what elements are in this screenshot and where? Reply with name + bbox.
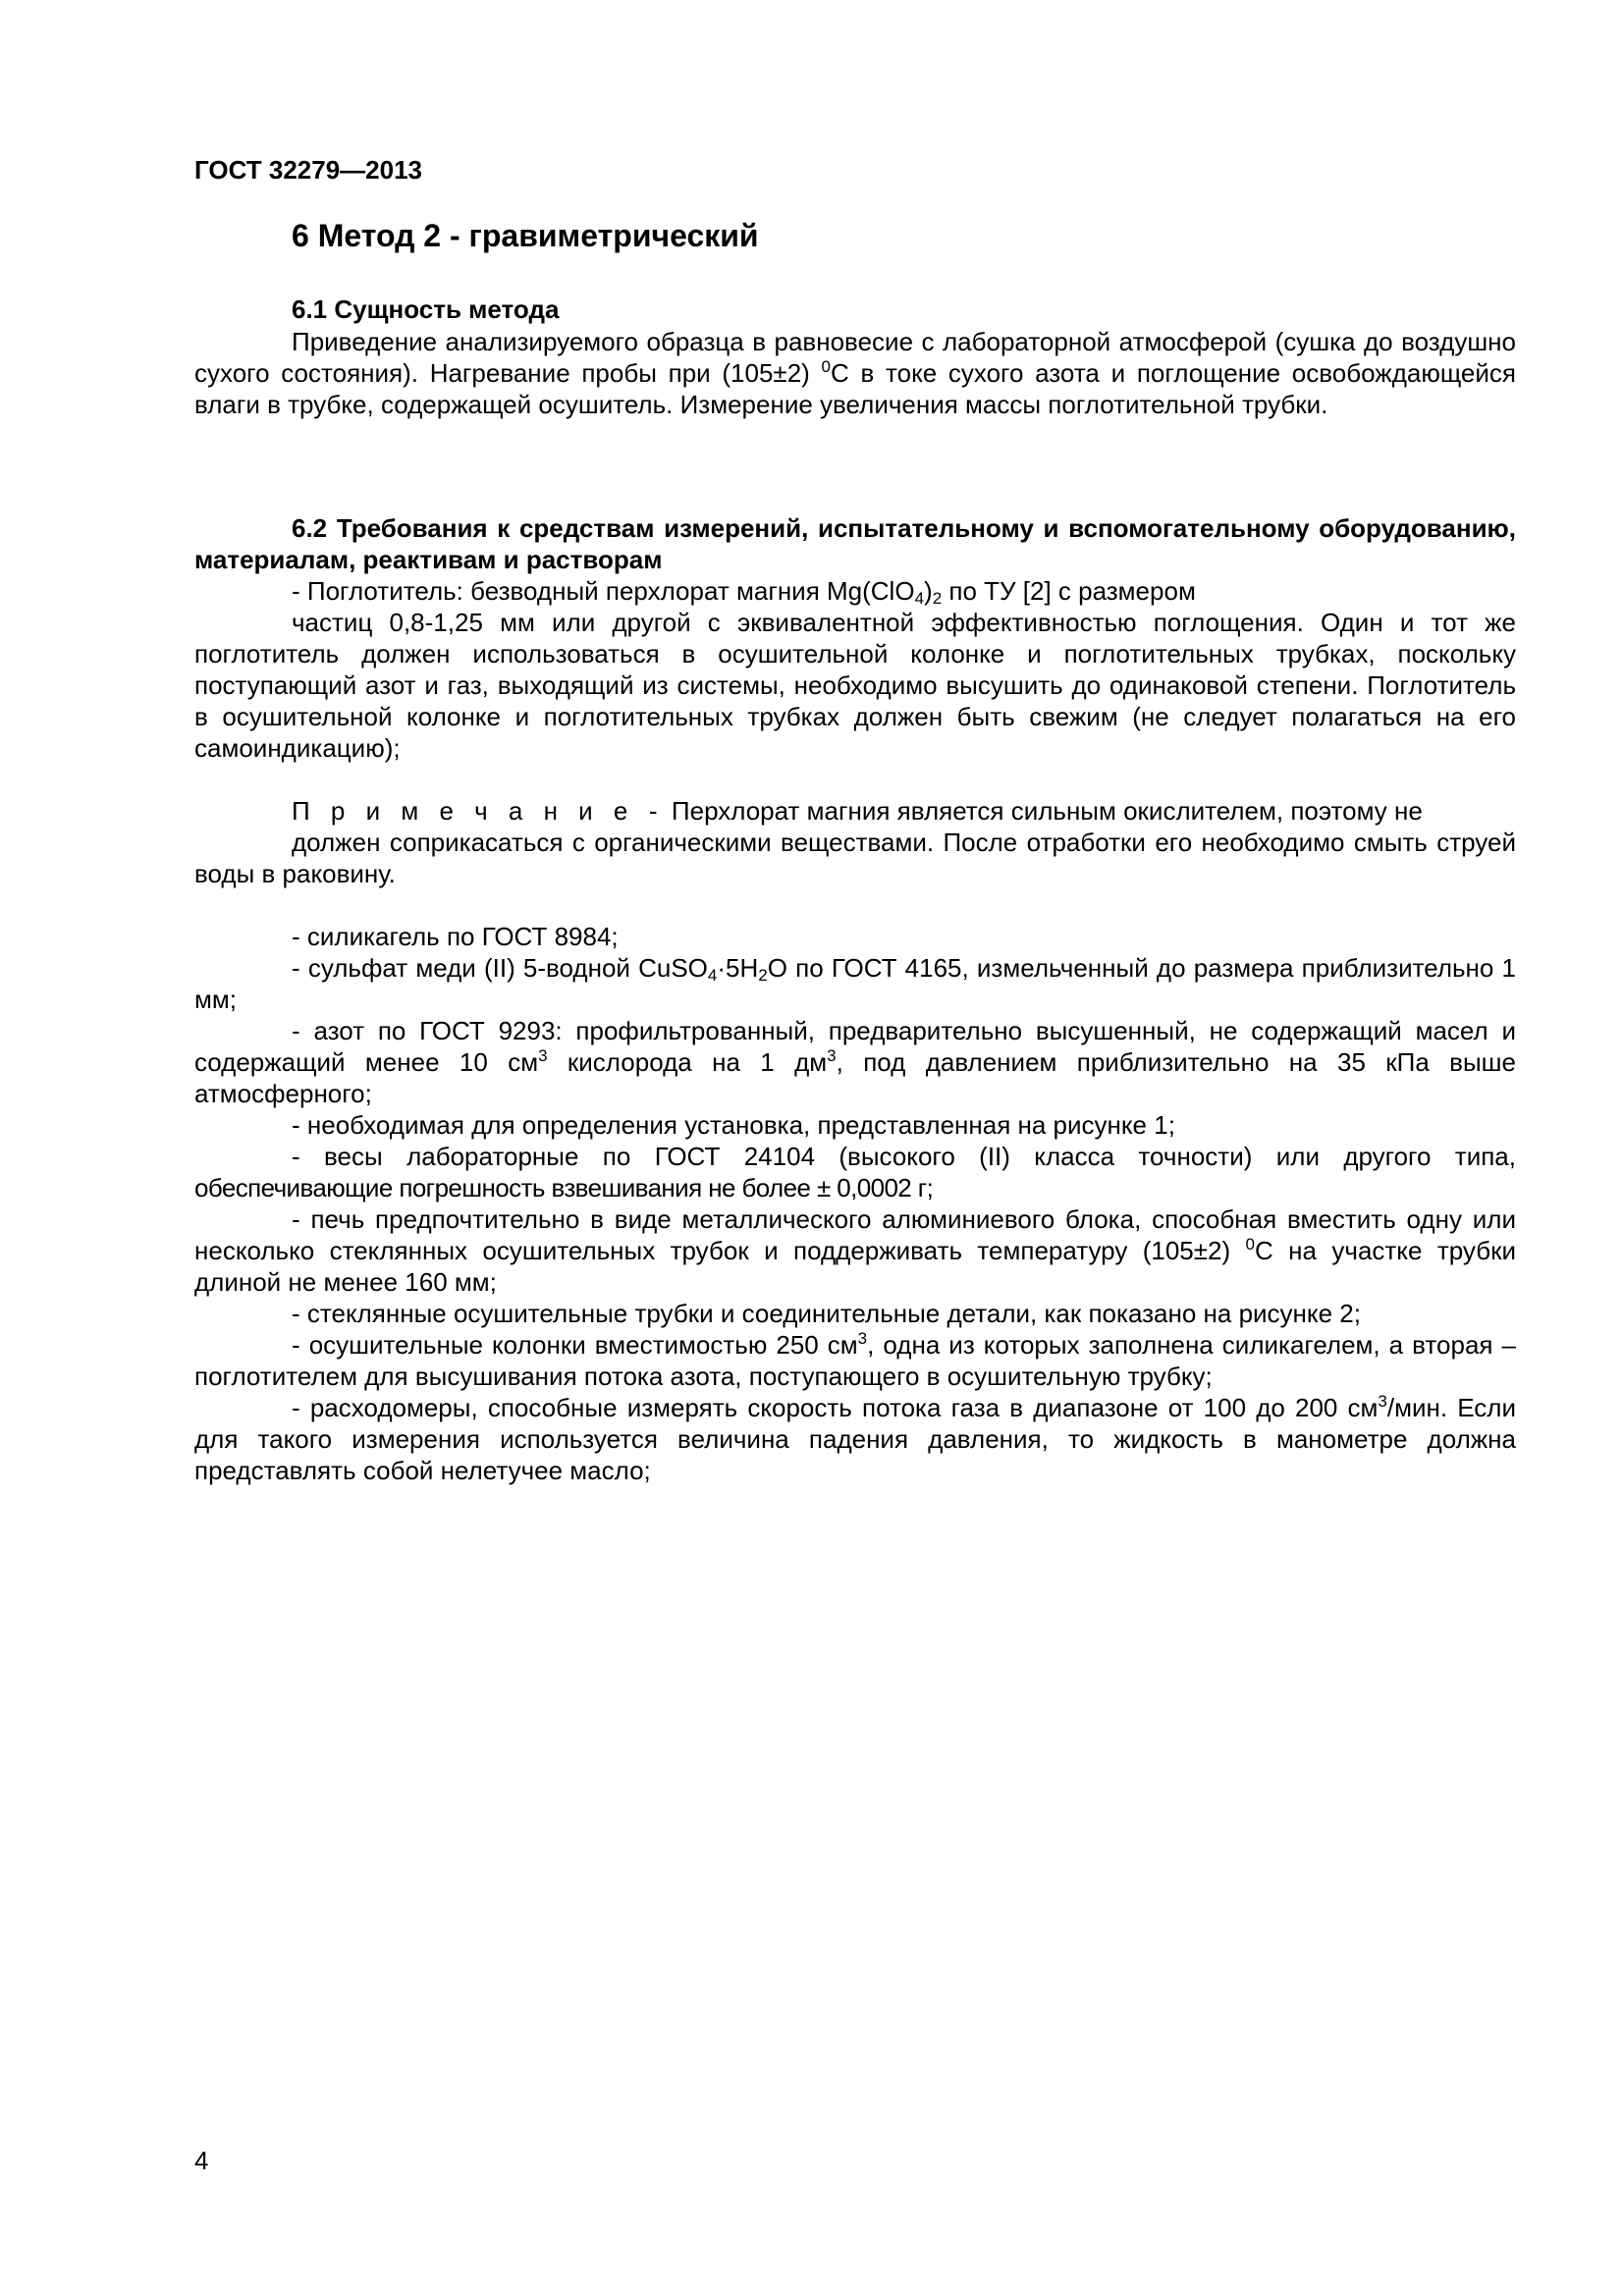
list-item-columns: - осушительные колонки вместимостью 250 $см^3$, одна из которых заполнена силикагелем, а вторая – поглотителем для высушивания потока азота, поступающего в осушительную трубку; [194, 1329, 1516, 1391]
absorbent-item-first-line: - Поглотитель: безводный перхлорат магния $Mg(ClO_4)_2$ по ТУ [2] с размером [292, 576, 1196, 608]
note-first-line: П р и м е ч а н и е - Перхлорат магния является сильным окислителем, поэтому не [292, 796, 1423, 826]
list-item-silica: - силикагель по ГОСТ 8984; [292, 922, 619, 951]
page-number: 4 [194, 2146, 209, 2175]
equipment-list [194, 921, 1516, 1486]
list-item-flowmeters: - расходомеры, способные измерять скорость потока газа в диапазоне от 100 до 200 $см^3$/мин. Если для такого измерения используется величина падения давления, то жидкость в манометре должна представлять собой нелетучее масло; [194, 1392, 1517, 1485]
list-item-tubes: - стеклянные осушительные трубки и соединительные детали, как показано на рисунке 2; [292, 1299, 1361, 1328]
document-header: ГОСТ 32279—2013 [194, 155, 422, 185]
note-continuation: должен соприкасаться с органическими веществами. После отработки его необходимо смыть струей воды в раковину. [194, 828, 1516, 888]
list-item-oven: - печь предпочтительно в виде металлического алюминиевого блока, способная вместить одну или несколько стеклянных осушительных трубок и поддерживать температуру (105±2) $^0$С на участке трубки длиной не менее 160 мм; [194, 1204, 1516, 1297]
list-item-scales-cont: обеспечивающие погрешность взвешивания не более ± 0,0002 г; [194, 1173, 934, 1202]
subsection-6-2-heading: 6.2 Требования к средствам измерений, испытательному и вспомогательному оборудованию, материалам, реактивам и растворам [194, 513, 1516, 574]
absorbent-item-continuation: частиц 0,8-1,25 мм или другой с эквивалентной эффективностью поглощения. Один и тот же поглотитель должен использоваться в осушительной колонке и поглотительных трубках, поскольку поступающий азот и газ, выходящий из системы, необходимо высушить до одинаковой степени. Поглотитель в осушительной колонке и поглотительных трубках должен быть свежим (не следует полагаться на его самоиндикацию); [194, 608, 1516, 763]
section-title: 6 Метод 2 - гравиметрический [292, 218, 759, 253]
list-item-setup: - необходимая для определения установка, представленная на рисунке 1; [292, 1110, 1175, 1140]
subsection-6-1-heading: 6.1 Сущность метода [292, 294, 560, 324]
subsection-6-1-text: Приведение анализируемого образца в равновесие с лабораторной атмосферой (сушка до воздушно сухого состояния). Нагревание пробы при (105±2) $^0$С в токе сухого азота и поглощение освобождающейся влаги в трубке, содержащей осушитель. Измерение увеличения массы поглотительной трубки. [194, 327, 1516, 419]
note-label: П р и м е ч а н и е [292, 796, 635, 826]
list-item-nitrogen: - азот по ГОСТ 9293: профильтрованный, предварительно высушенный, не содержащий масел и содержащий менее 10 $см^3$ кислорода на 1 $дм^3$, под давлением приблизительно на 35 кПа выше атмосферного; [194, 1016, 1516, 1108]
list-item-copper-sulfate: - сульфат меди (II) 5-водной $CuSO_4\cdot 5H_2O$ по ГОСТ 4165, измельченный до размера приблизительно 1 мм; [194, 953, 1516, 1014]
list-item-scales: - весы лабораторные по ГОСТ 24104 (высокого (II) класса точности) или другого типа, [292, 1142, 1516, 1171]
